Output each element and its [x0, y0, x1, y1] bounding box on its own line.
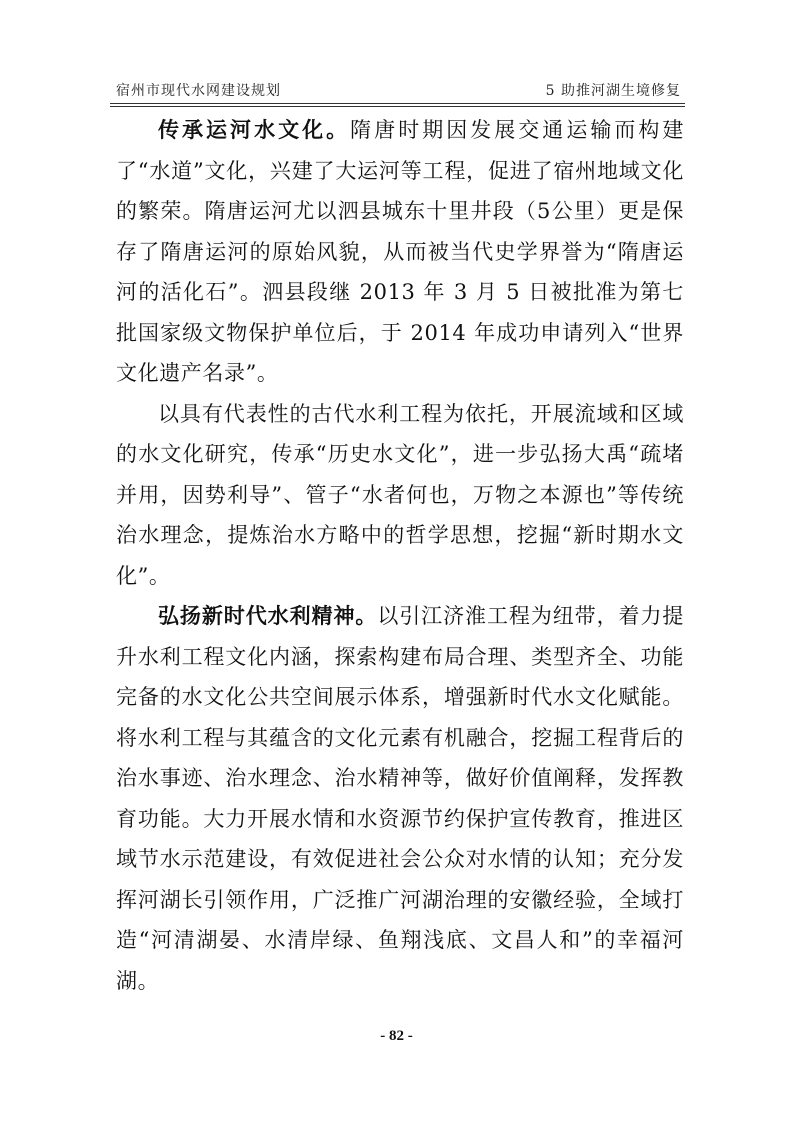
paragraph-canal-culture [116, 110, 684, 394]
paragraph-text: 隋唐时期因发展交通运输而构建了“水道”文化，兴建了大运河等工程，促进了宿州地域文化的繁荣。隋唐运河尤以泗县城东十里井段（5公里）更是保存了隋唐运河的原始风貌，从而被当代史学界誉为“隋唐运河的活化石”。泗县段继 2013 年 3 月 5 日被批准为第七批国家级文物保护单位后，于 2014 年成功申请列入“世界文化遗产名录”。 [116, 118, 684, 385]
paragraph-heading: 传承运河水文化。 [158, 117, 351, 142]
header-divider [110, 103, 685, 107]
body-text [116, 110, 684, 1001]
paragraph-new-era-spirit [116, 596, 684, 1001]
paragraph-heading: 弘扬新时代水利精神。 [158, 603, 378, 628]
document-title: 宿州市现代水网建设规划 [116, 83, 281, 99]
paragraph-text: 以引江济淮工程为纽带，着力提升水利工程文化内涵，探索构建布局合理、类型齐全、功能完备的水文化公共空间展示体系，增强新时代水文化赋能。将水利工程与其蕴含的文化元素有机融合，挖掘工程背后的治水事迹、治水理念、治水精神等，做好价值阐释，发挥教育功能。大力开展水情和水资源节约保护宣传教育，推进区域节水示范建设，有效促进社会公众对水情的认知；充分发挥河湖长引领作用，广泛推广河湖治理的安徽经验，全域打造“河清湖晏、水清岸绿、鱼翔浅底、文昌人和”的幸福河湖。 [116, 604, 685, 993]
paragraph-water-culture-research [116, 394, 684, 597]
paragraph-text: 以具有代表性的古代水利工程为依托，开展流域和区域的水文化研究，传承“历史水文化”，进一步弘扬大禹“疏堵并用，因势利导”、管子“水者何也，万物之本源也”等传统治水理念，提炼治水方略中的哲学思想，挖掘“新时期水文化”。 [116, 401, 684, 588]
page-number: - 82 - [380, 1028, 413, 1044]
page-header [116, 80, 681, 102]
chapter-title: 5 助推河湖生境修复 [545, 83, 681, 99]
